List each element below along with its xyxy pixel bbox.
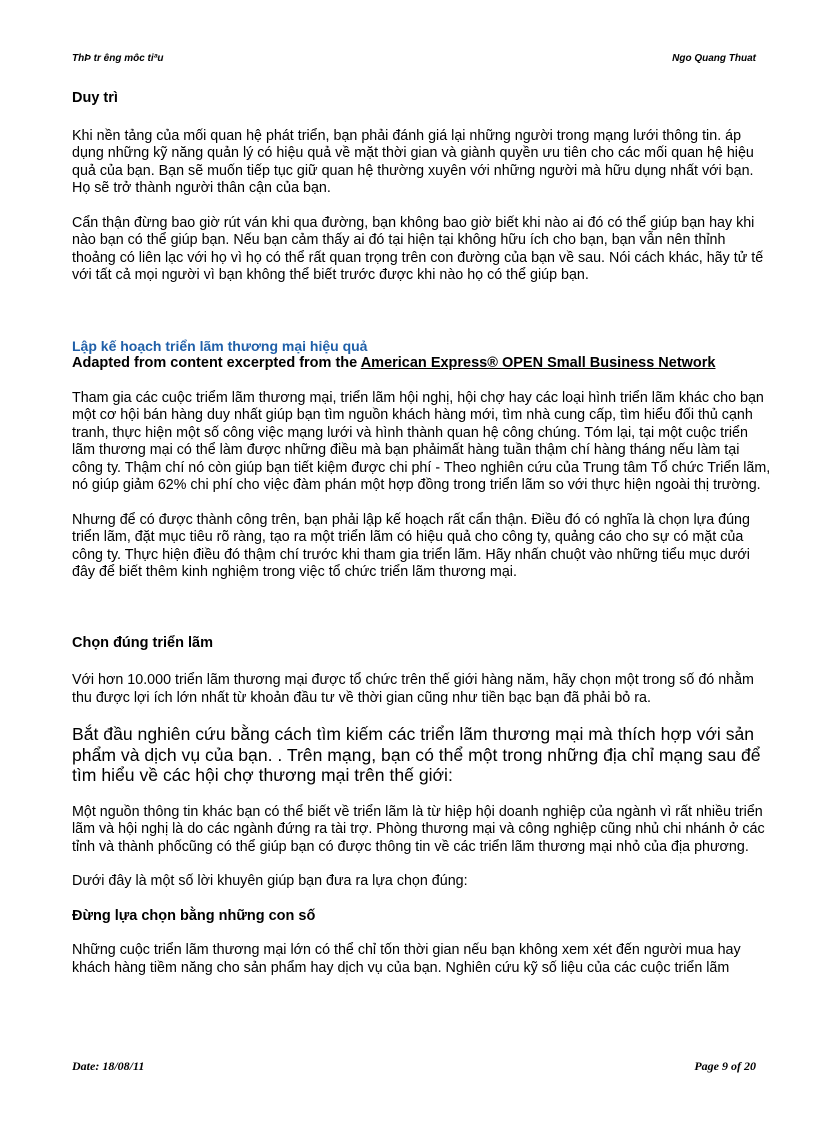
paragraph: Với hơn 10.000 triển lãm thương mại được tổ chức trên thế giới hàng năm, hãy chọn một trong số đó nhằm thu được lợi ích lớn nhất từ khoản đầu tư về thời gian cũng như tiền bạc bạn đã phải bỏ ra. [72, 672, 754, 706]
paragraph: Dưới đây là một số lời khuyên giúp bạn đưa ra lựa chọn đúng: [72, 873, 468, 889]
paragraph: Khi nền tảng của mối quan hệ phát triển, bạn phải đánh giá lại những người trong mạng lưới thông tin. áp dụng những kỹ năng quản lý có hiệu quả về mặt thời gian và giành quyền ưu tiên cho các mối quan hệ hiệu quả của bạn. Bạn sẽ muốn tiếp tục giữ quan hệ thường xuyên với những người mà hữu dụng nhất với bạn. Họ sẽ trở thành người thân cận của bạn. [72, 127, 754, 196]
footer-page-number: Page 9 of 20 [694, 1059, 756, 1073]
section-title-dung-lua-chon: Đừng lựa chọn bằng những con số [72, 907, 316, 924]
section-title-chon-dung: Chọn đúng triển lãm [72, 634, 213, 651]
paragraph: Nhưng để có được thành công trên, bạn phải lập kế hoạch rất cẩn thận. Điều đó có nghĩa là chọn lựa đúng triển lãm, đặt mục tiêu rõ ràng, tạo ra một triển lãm có hiệu quả cho công ty, quảng cáo cho sự có mặt của công ty. Thực hiện điều đó thậm chí trước khi tham gia triển lãm. Hãy nhấn chuột vào những tiểu mục dưới đây để biết thêm kinh nghiệm trong việc tổ chức triển lãm thương mại. [72, 511, 750, 580]
adapted-credit [72, 354, 772, 372]
footer-date: Date: 18/08/11 [72, 1059, 145, 1073]
adapted-prefix: Adapted from content excerpted from the [72, 354, 361, 371]
paragraph: Cẩn thận đừng bao giờ rút ván khi qua đường, bạn không bao giờ biết khi nào ai đó có thể giúp bạn hay khi nào bạn có thể giúp bạn. Nếu bạn cảm thấy ai đó tại hiện tại không hữu ích cho bạn, bạn vẫn nên thỉnh thoảng có liên lạc với họ vì họ có thể rất quan trọng trên con đường của bạn về sau. Nói cách khác, hãy tử tế với tất cả mọi người vì bạn không thể biết trước được khi nào họ có thể giúp bạn. [72, 214, 764, 283]
header-left: ThÞ tr êng môc tiªu [72, 53, 164, 64]
section-title-trade-show: Lập kế hoạch triển lãm thương mại hiệu quả [72, 337, 368, 354]
paragraph: Bắt đầu nghiên cứu bằng cách tìm kiếm các triển lãm thương mại mà thích hợp với sản phẩm và dịch vụ của bạn. . Trên mạng, bạn có thể một trong những địa chỉ mạng sau để tìm hiểu về các hội chợ thương mại trên thế giới: [72, 724, 761, 785]
amex-link[interactable]: American Express® OPEN Small Business Network [360, 354, 716, 371]
page-content [72, 90, 772, 977]
section-title-duy-tri: Duy trì [72, 90, 118, 106]
paragraph: Những cuộc triển lãm thương mại lớn có thể chỉ tốn thời gian nếu bạn không xem xét đến người mua hay khách hàng tiềm năng cho sản phẩm hay dịch vụ của bạn. Nghiên cứu kỹ số liệu của các cuộc triển lãm [72, 942, 741, 976]
paragraph: Tham gia các cuộc triểm lãm thương mại, triển lãm hội nghị, hội chợ hay các loại hình triển lãm khác cho bạn một cơ hội bán hàng duy nhất giúp bạn tìm nguồn khách hàng mới, tìm nhà cung cấp, tìm hiểu đối thủ cạnh tranh, thực hiện một số công việc mạng lưới và hình thành quan hệ công chúng. Tóm lại, tại một cuộc triển lãm thương mại có thể làm được những điều mà bạn phảimất hàng tuần thậm chí hàng tháng nếu làm tại công ty. Thậm chí nó còn giúp bạn tiết kiệm được chi phí - Theo nghiên cứu của Trung tâm Tổ chức Triển lãm, nó giúp giảm 62% chi phí cho việc đàm phán một hợp đồng trong triển lãm so với thực hiện ngoài thị trường. [72, 389, 771, 493]
paragraph: Một nguồn thông tin khác bạn có thể biết về triển lãm là từ hiệp hội doanh nghiệp của ngành vì rất nhiều triển lãm và hội nghị là do các ngành đứng ra tài trợ. Phòng thương mại và công nghiệp cũng nhủ chi nhánh ở các tỉnh và thành phốcũng có thể giúp bạn có được thông tin về các triển lãm thương mại nhỏ của địa phương. [72, 803, 765, 855]
header-author: Ngo Quang Thuat [672, 53, 756, 64]
